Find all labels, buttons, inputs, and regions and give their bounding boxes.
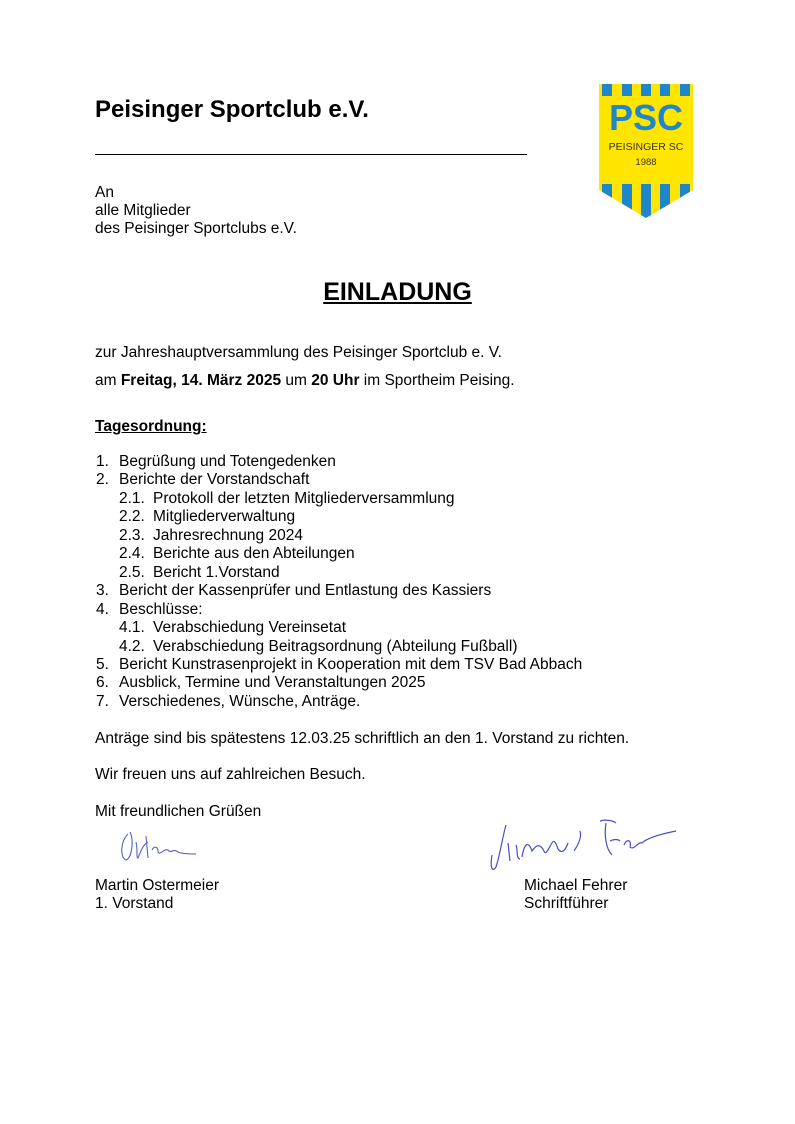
agenda-item-number: 3.: [96, 582, 109, 600]
club-title: Peisinger Sportclub e.V.: [95, 96, 369, 123]
agenda-item-number: 4.: [96, 600, 109, 618]
greeting: Mit freundlichen Grüßen: [95, 803, 262, 820]
logo-year: 1988: [635, 157, 657, 168]
signatory-name: Martin Ostermeier: [95, 877, 220, 894]
agenda-item-number: 2.1.: [119, 489, 145, 507]
agenda-title: Tagesordnung:: [95, 418, 207, 435]
intro-line: zur Jahreshauptversammlung des Peisinger Sportclub e. V.: [95, 344, 502, 361]
agenda-item-number: 5.: [96, 655, 109, 673]
agenda-item-number: 1.: [96, 453, 109, 470]
address-line: An: [95, 184, 114, 201]
agenda-item-number: 4.1.: [119, 619, 145, 637]
agenda-item-number: 6.: [96, 674, 109, 692]
closing-text: Wir freuen uns auf zahlreichen Besuch.: [95, 766, 366, 783]
agenda-item-number: 2.2.: [119, 508, 145, 526]
agenda-item-number: 2.3.: [119, 526, 145, 544]
agenda-item: Beschlüsse:: [119, 600, 203, 618]
agenda-item-number: 2.5.: [119, 563, 145, 581]
agenda-item-number: 4.2.: [119, 637, 145, 655]
agenda-item: Berichte aus den Abteilungen: [153, 545, 355, 563]
agenda-item: Bericht der Kassenprüfer und Entlastung des Kassiers: [119, 582, 492, 600]
logo-text: PSC: [608, 97, 684, 138]
agenda-item: Bericht Kunstrasenprojekt in Kooperation mit dem TSV Bad Abbach: [119, 655, 583, 673]
agenda-item: Mitgliederverwaltung: [153, 508, 296, 526]
agenda-item: Jahresrechnung 2024: [153, 526, 303, 544]
agenda-item: Verschiedenes, Wünsche, Anträge.: [119, 692, 361, 710]
intro-date-line: am Freitag, 14. März 2025 um 20 Uhr im Sportheim Peising.: [95, 372, 515, 389]
agenda-item-number: 2.4.: [119, 545, 145, 563]
agenda-item: Bericht 1.Vorstand: [153, 563, 280, 581]
logo-subtext: PEISINGER SC: [608, 141, 684, 153]
signatory-name: Michael Fehrer: [524, 877, 628, 894]
agenda-item: Ausblick, Termine und Veranstaltungen 2025: [119, 674, 426, 692]
agenda-item: Verabschiedung Beitragsordnung (Abteilung Fußball): [153, 637, 518, 655]
agenda-item: Protokoll der letzten Mitgliederversammlung: [153, 489, 455, 507]
address-line: alle Mitglieder: [95, 202, 191, 219]
agenda-item-number: 7.: [96, 692, 109, 710]
header-rule: [95, 154, 527, 155]
agenda-item: Verabschiedung Vereinsetat: [153, 619, 347, 637]
signatory-role: 1. Vorstand: [95, 895, 174, 912]
agenda-item: Begrüßung und Totengedenken: [119, 453, 336, 470]
agenda-item-number: 2.: [96, 471, 109, 489]
document-heading: EINLADUNG: [323, 278, 472, 306]
agenda-item: Berichte der Vorstandschaft: [119, 471, 310, 489]
deadline-note: Anträge sind bis spätestens 12.03.25 schriftlich an den 1. Vorstand zu richten.: [95, 730, 630, 747]
signature-ostermeier: [118, 828, 200, 864]
address-line: des Peisinger Sportclubs e.V.: [95, 220, 297, 237]
club-logo: [599, 84, 693, 218]
signatory-role: Schriftführer: [524, 895, 609, 912]
signature-fehrer: [486, 815, 681, 875]
